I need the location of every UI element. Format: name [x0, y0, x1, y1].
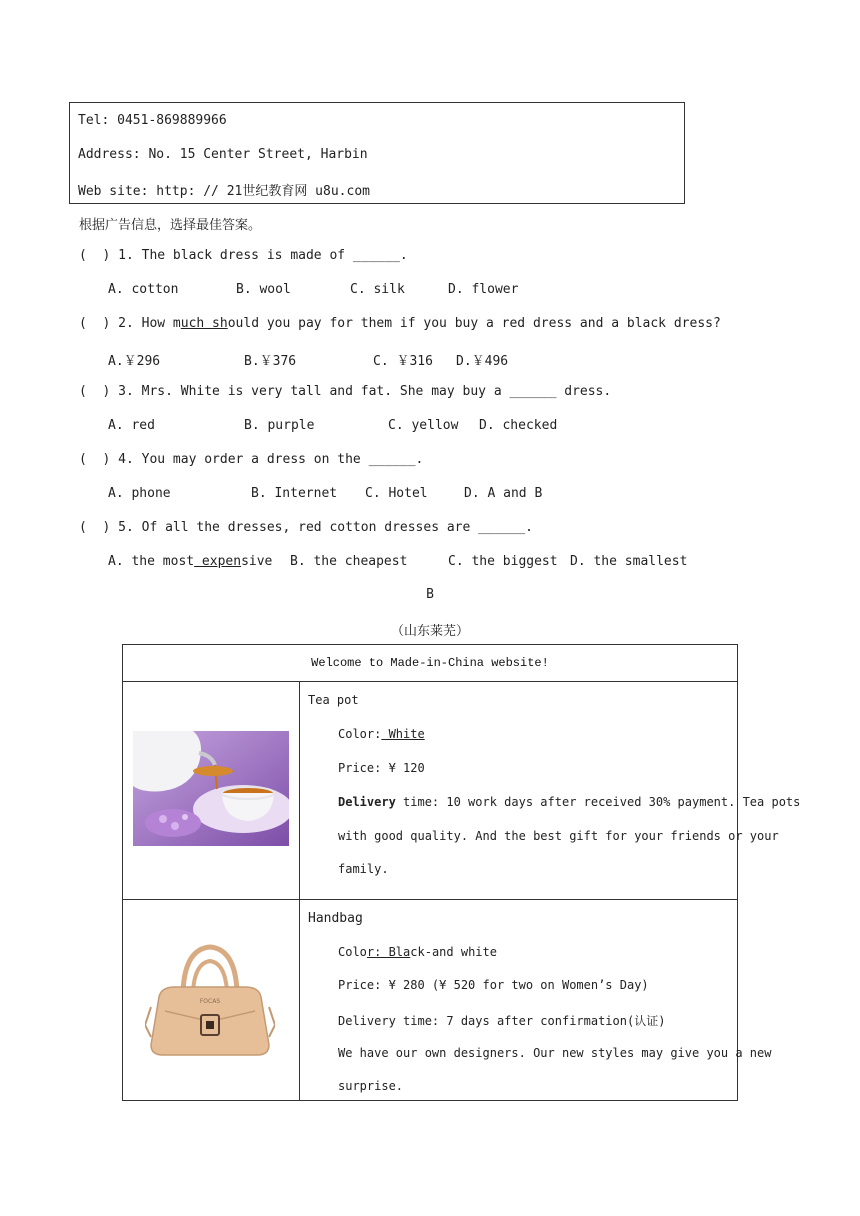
teapot-delivery-label: Delivery: [338, 795, 396, 809]
question-5-option-b: B. the cheapest: [290, 554, 408, 569]
question-2-stem: [79, 316, 721, 331]
question-5-option-a-underlined: expen: [194, 554, 242, 569]
handbag-image-cell: [123, 899, 300, 1100]
handbag-details-cell: [300, 899, 772, 1100]
question-5-option-a: [108, 554, 272, 569]
question-1-stem: ( ) 1. The black dress is made of ______.: [79, 248, 408, 263]
question-2-option-a: A.￥296: [108, 354, 161, 369]
teapot-price: Price: ¥ 120: [338, 761, 425, 775]
question-1-option-c: C. silk: [350, 282, 405, 297]
question-5-option-a-part1: A. the most: [108, 554, 195, 569]
teapot-color-value: White: [381, 727, 425, 741]
question-4-option-d: D. A and B: [464, 486, 543, 501]
question-3-option-b: B. purple: [244, 418, 315, 433]
question-3-option-c: C. yellow: [388, 418, 459, 433]
teapot-photo: [133, 731, 289, 846]
question-4-option-c: C. Hotel: [365, 486, 428, 501]
teapot-description-line-2: with good quality. And the best gift for your friends or your: [338, 829, 779, 843]
question-4-stem: ( ) 4. You may order a dress on the ______.: [79, 452, 424, 467]
table-heading: Welcome to Made-in-China website!: [123, 645, 737, 682]
question-1-option-a: A. cotton: [108, 282, 179, 297]
ad-address: Address: No. 15 Center Street, Harbin: [78, 147, 368, 162]
question-2-stem-part1: ( ) 2. How m: [79, 316, 181, 331]
question-2-option-d: D.￥496: [456, 354, 509, 369]
teapot-delivery-text: time: 10 work days after received 30% payment. Tea pots: [395, 795, 801, 809]
teapot-delivery: [338, 795, 800, 809]
handbag-photo: [145, 941, 275, 1063]
teapot-name: Tea pot: [308, 693, 359, 707]
question-3-stem: ( ) 3. Mrs. White is very tall and fat. She may buy a ______ dress.: [79, 384, 612, 399]
teapot-description-line-3: family.: [338, 862, 389, 876]
question-4-option-a: A. phone: [108, 486, 171, 501]
handbag-color: [338, 945, 497, 959]
teapot-color: [338, 727, 425, 741]
question-3-option-a: A. red: [108, 418, 155, 433]
product-table: [122, 644, 801, 1101]
question-4-option-b: B. Internet: [251, 486, 338, 501]
advertisement-box: [69, 102, 685, 204]
question-2-option-c: C. ￥316: [373, 354, 433, 369]
instruction-text: 根据广告信息，选择最佳答案。: [79, 218, 262, 233]
question-1-option-d: D. flower: [448, 282, 519, 297]
question-2-stem-underlined: uch sh: [180, 316, 228, 331]
question-1-option-b: B. wool: [236, 282, 291, 297]
table-row-teapot: [123, 681, 801, 900]
handbag-color-underlined: r: Bla: [366, 945, 411, 959]
handbag-color-part2: ck-and white: [410, 945, 497, 959]
handbag-color-part1: Colo: [338, 945, 367, 959]
ad-website: Web site: http: // 21世纪教育网 u8u.com: [78, 184, 370, 199]
question-5-option-d: D. the smallest: [570, 554, 688, 569]
question-3-option-d: D. checked: [479, 418, 558, 433]
table-row-handbag: [123, 899, 772, 1100]
teapot-image-cell: [123, 681, 300, 899]
handbag-description-line-2: surprise.: [338, 1079, 404, 1093]
question-5-option-a-part2: sive: [241, 554, 273, 569]
handbag-description-line-1: We have our own designers. Our new styles may give you a new: [338, 1046, 772, 1060]
question-2-option-b: B.￥376: [244, 354, 297, 369]
question-2-stem-part2: ould you pay for them if you buy a red dress and a black dress?: [227, 316, 721, 331]
handbag-name: Handbag: [308, 911, 363, 926]
question-5-option-c: C. the biggest: [448, 554, 558, 569]
teapot-details-cell: [300, 681, 801, 899]
teapot-color-label: Color:: [338, 727, 382, 741]
question-5-stem: ( ) 5. Of all the dresses, red cotton dresses are ______.: [79, 520, 533, 535]
handbag-logo-text: FOCAS: [199, 998, 221, 1005]
section-b-letter: B: [426, 587, 434, 602]
handbag-delivery: Delivery time: 7 days after confirmation(认证): [338, 1014, 666, 1028]
handbag-price: Price: ¥ 280 (¥ 520 for two on Women’s Day): [338, 978, 649, 992]
section-b-source: （山东莱芜）: [390, 624, 469, 639]
ad-telephone: Tel: 0451-869889966: [78, 113, 227, 128]
